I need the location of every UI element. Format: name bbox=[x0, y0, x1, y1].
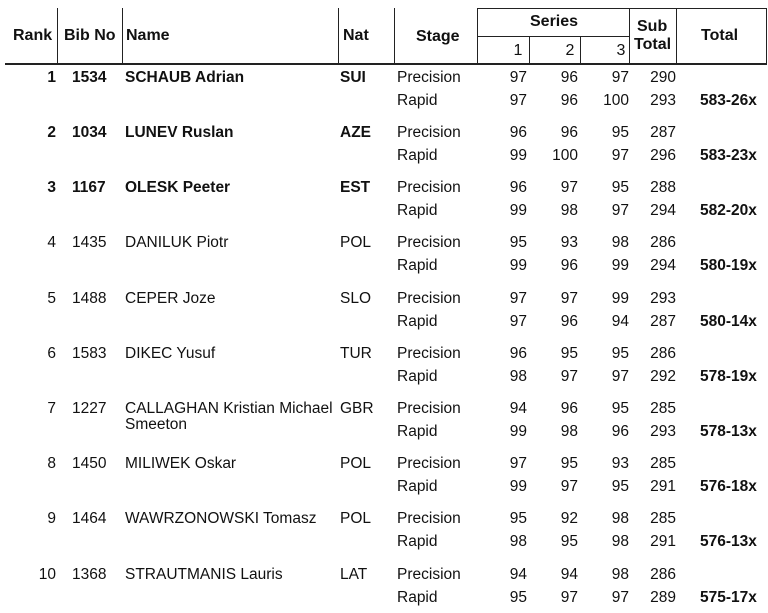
stage-cell: Rapid bbox=[397, 589, 438, 606]
series-3-cell: 97 bbox=[611, 202, 629, 219]
sub-total-cell: 286 bbox=[650, 566, 676, 583]
series-3-cell: 95 bbox=[611, 400, 629, 417]
stage-cell: Rapid bbox=[397, 368, 438, 385]
sub-total-cell: 294 bbox=[650, 202, 676, 219]
rank-cell: 2 bbox=[47, 124, 56, 141]
bib-cell: 1450 bbox=[72, 455, 107, 472]
series-1-cell: 95 bbox=[509, 589, 527, 606]
header-series-divider bbox=[477, 36, 629, 37]
total-cell: 583-26x bbox=[700, 92, 757, 109]
series-1-cell: 96 bbox=[509, 345, 527, 362]
stage-cell: Rapid bbox=[397, 423, 438, 440]
series-1-cell: 97 bbox=[509, 313, 527, 330]
athlete-name-cont: Smeeton bbox=[125, 416, 188, 433]
header-col-divider bbox=[57, 8, 58, 64]
stage-cell: Rapid bbox=[397, 92, 438, 109]
sub-total-cell: 285 bbox=[650, 400, 676, 417]
rank-cell: 1 bbox=[47, 69, 56, 86]
stage-cell: Precision bbox=[397, 124, 461, 141]
total-cell: 578-13x bbox=[700, 423, 757, 440]
series-1-cell: 98 bbox=[509, 533, 527, 550]
series-3-cell: 98 bbox=[611, 533, 629, 550]
stage-cell: Rapid bbox=[397, 478, 438, 495]
sub-total-cell: 293 bbox=[650, 92, 676, 109]
series-2-cell: 92 bbox=[560, 510, 578, 527]
stage-cell: Precision bbox=[397, 510, 461, 527]
header-col-divider bbox=[394, 8, 395, 64]
header-rank: Rank bbox=[13, 27, 53, 44]
header-col-divider bbox=[122, 8, 123, 64]
nation-cell: AZE bbox=[340, 124, 371, 141]
header-series-2: 2 bbox=[565, 42, 575, 59]
series-1-cell: 97 bbox=[509, 290, 527, 307]
rank-cell: 9 bbox=[47, 510, 56, 527]
series-3-cell: 99 bbox=[611, 257, 629, 274]
sub-total-cell: 289 bbox=[650, 589, 676, 606]
series-3-cell: 93 bbox=[611, 455, 629, 472]
stage-cell: Rapid bbox=[397, 202, 438, 219]
bib-cell: 1488 bbox=[72, 290, 107, 307]
rank-cell: 10 bbox=[38, 566, 56, 583]
sub-total-cell: 285 bbox=[650, 510, 676, 527]
series-2-cell: 96 bbox=[560, 124, 578, 141]
stage-cell: Rapid bbox=[397, 313, 438, 330]
bib-cell: 1435 bbox=[72, 234, 107, 251]
rank-cell: 7 bbox=[47, 400, 56, 417]
series-2-cell: 97 bbox=[560, 179, 578, 196]
series-3-cell: 95 bbox=[611, 124, 629, 141]
total-cell: 578-19x bbox=[700, 368, 757, 385]
stage-cell: Precision bbox=[397, 234, 461, 251]
series-1-cell: 99 bbox=[509, 423, 527, 440]
sub-total-cell: 293 bbox=[650, 423, 676, 440]
series-3-cell: 97 bbox=[611, 147, 629, 164]
nation-cell: TUR bbox=[340, 345, 372, 362]
stage-cell: Rapid bbox=[397, 257, 438, 274]
header-stage: Stage bbox=[416, 28, 460, 45]
series-1-cell: 94 bbox=[509, 566, 527, 583]
series-1-cell: 97 bbox=[509, 69, 527, 86]
sub-total-cell: 288 bbox=[650, 179, 676, 196]
header-series: Series bbox=[530, 13, 579, 30]
header-nat: Nat bbox=[343, 27, 369, 44]
stage-cell: Precision bbox=[397, 455, 461, 472]
series-3-cell: 97 bbox=[611, 69, 629, 86]
total-cell: 582-20x bbox=[700, 202, 757, 219]
series-2-cell: 97 bbox=[560, 589, 578, 606]
header-top-border bbox=[477, 8, 767, 9]
sub-total-cell: 286 bbox=[650, 345, 676, 362]
rank-cell: 5 bbox=[47, 290, 56, 307]
stage-cell: Precision bbox=[397, 290, 461, 307]
nation-cell: LAT bbox=[340, 566, 368, 583]
stage-cell: Precision bbox=[397, 345, 461, 362]
nation-cell: POL bbox=[340, 455, 372, 472]
athlete-name: CALLAGHAN Kristian Michael bbox=[125, 400, 333, 417]
header-col-divider bbox=[766, 8, 767, 64]
series-3-cell: 99 bbox=[611, 290, 629, 307]
sub-total-cell: 287 bbox=[650, 313, 676, 330]
series-2-cell: 96 bbox=[560, 257, 578, 274]
header-col-divider bbox=[676, 8, 677, 64]
series-3-cell: 94 bbox=[611, 313, 629, 330]
header-series-3: 3 bbox=[616, 42, 626, 59]
sub-total-cell: 291 bbox=[650, 478, 676, 495]
rank-cell: 8 bbox=[47, 455, 56, 472]
bib-cell: 1368 bbox=[72, 566, 107, 583]
header-total: Total bbox=[701, 27, 739, 44]
series-1-cell: 99 bbox=[509, 202, 527, 219]
athlete-name: DIKEC Yusuf bbox=[125, 345, 216, 362]
series-1-cell: 98 bbox=[509, 368, 527, 385]
series-2-cell: 100 bbox=[552, 147, 578, 164]
series-1-cell: 95 bbox=[509, 234, 527, 251]
series-2-cell: 96 bbox=[560, 313, 578, 330]
athlete-name: STRAUTMANIS Lauris bbox=[125, 566, 283, 583]
series-1-cell: 99 bbox=[509, 257, 527, 274]
athlete-name: LUNEV Ruslan bbox=[125, 124, 234, 141]
sub-total-cell: 291 bbox=[650, 533, 676, 550]
stage-cell: Precision bbox=[397, 400, 461, 417]
series-2-cell: 98 bbox=[560, 423, 578, 440]
nation-cell: EST bbox=[340, 179, 371, 196]
series-3-cell: 98 bbox=[611, 510, 629, 527]
stage-cell: Rapid bbox=[397, 147, 438, 164]
header-col-divider bbox=[580, 36, 581, 64]
series-3-cell: 95 bbox=[611, 478, 629, 495]
stage-cell: Precision bbox=[397, 566, 461, 583]
series-3-cell: 98 bbox=[611, 566, 629, 583]
header-bottom-border bbox=[5, 63, 767, 65]
header-sub-total-2: Total bbox=[634, 36, 672, 53]
series-2-cell: 97 bbox=[560, 290, 578, 307]
stage-cell: Rapid bbox=[397, 533, 438, 550]
header-series-1: 1 bbox=[513, 42, 523, 59]
stage-cell: Precision bbox=[397, 179, 461, 196]
header-col-divider bbox=[477, 8, 478, 64]
series-1-cell: 99 bbox=[509, 147, 527, 164]
series-1-cell: 96 bbox=[509, 179, 527, 196]
header-col-divider bbox=[529, 36, 530, 64]
bib-cell: 1227 bbox=[72, 400, 107, 417]
series-1-cell: 99 bbox=[509, 478, 527, 495]
series-1-cell: 96 bbox=[509, 124, 527, 141]
athlete-name: SCHAUB Adrian bbox=[125, 69, 245, 86]
total-cell: 576-13x bbox=[700, 533, 757, 550]
series-3-cell: 98 bbox=[611, 234, 629, 251]
bib-cell: 1534 bbox=[72, 69, 107, 86]
sub-total-cell: 290 bbox=[650, 69, 676, 86]
sub-total-cell: 285 bbox=[650, 455, 676, 472]
athlete-name: OLESK Peeter bbox=[125, 179, 231, 196]
nation-cell: POL bbox=[340, 234, 372, 251]
series-3-cell: 97 bbox=[611, 368, 629, 385]
athlete-name: DANILUK Piotr bbox=[125, 234, 229, 251]
rank-cell: 3 bbox=[47, 179, 56, 196]
sub-total-cell: 296 bbox=[650, 147, 676, 164]
header-name: Name bbox=[126, 27, 170, 44]
header-bib: Bib No bbox=[64, 27, 116, 44]
series-1-cell: 97 bbox=[509, 92, 527, 109]
athlete-name: CEPER Joze bbox=[125, 290, 216, 307]
header-col-divider bbox=[629, 8, 630, 64]
series-2-cell: 98 bbox=[560, 202, 578, 219]
rank-cell: 4 bbox=[47, 234, 56, 251]
series-2-cell: 93 bbox=[560, 234, 578, 251]
nation-cell: GBR bbox=[340, 400, 374, 417]
total-cell: 575-17x bbox=[700, 589, 757, 606]
total-cell: 580-14x bbox=[700, 313, 757, 330]
sub-total-cell: 293 bbox=[650, 290, 676, 307]
nation-cell: SUI bbox=[340, 69, 366, 86]
series-1-cell: 94 bbox=[509, 400, 527, 417]
rank-cell: 6 bbox=[47, 345, 56, 362]
series-3-cell: 96 bbox=[611, 423, 629, 440]
athlete-name: MILIWEK Oskar bbox=[125, 455, 237, 472]
series-2-cell: 95 bbox=[560, 345, 578, 362]
nation-cell: SLO bbox=[340, 290, 372, 307]
total-cell: 580-19x bbox=[700, 257, 757, 274]
series-3-cell: 95 bbox=[611, 345, 629, 362]
total-cell: 576-18x bbox=[700, 478, 757, 495]
series-3-cell: 95 bbox=[611, 179, 629, 196]
total-cell: 583-23x bbox=[700, 147, 757, 164]
series-2-cell: 94 bbox=[560, 566, 578, 583]
series-2-cell: 95 bbox=[560, 455, 578, 472]
header-col-divider bbox=[338, 8, 339, 64]
bib-cell: 1167 bbox=[72, 179, 106, 196]
series-2-cell: 96 bbox=[560, 400, 578, 417]
series-2-cell: 95 bbox=[560, 533, 578, 550]
sub-total-cell: 286 bbox=[650, 234, 676, 251]
series-1-cell: 95 bbox=[509, 510, 527, 527]
series-3-cell: 97 bbox=[611, 589, 629, 606]
bib-cell: 1034 bbox=[72, 124, 107, 141]
sub-total-cell: 287 bbox=[650, 124, 676, 141]
series-2-cell: 96 bbox=[560, 92, 578, 109]
sub-total-cell: 292 bbox=[650, 368, 676, 385]
header-sub-total-1: Sub bbox=[637, 18, 668, 35]
athlete-name: WAWRZONOWSKI Tomasz bbox=[125, 510, 317, 527]
bib-cell: 1583 bbox=[72, 345, 107, 362]
series-2-cell: 96 bbox=[560, 69, 578, 86]
series-2-cell: 97 bbox=[560, 368, 578, 385]
series-3-cell: 100 bbox=[603, 92, 629, 109]
series-1-cell: 97 bbox=[509, 455, 527, 472]
stage-cell: Precision bbox=[397, 69, 461, 86]
nation-cell: POL bbox=[340, 510, 372, 527]
sub-total-cell: 294 bbox=[650, 257, 676, 274]
series-2-cell: 97 bbox=[560, 478, 578, 495]
bib-cell: 1464 bbox=[72, 510, 107, 527]
